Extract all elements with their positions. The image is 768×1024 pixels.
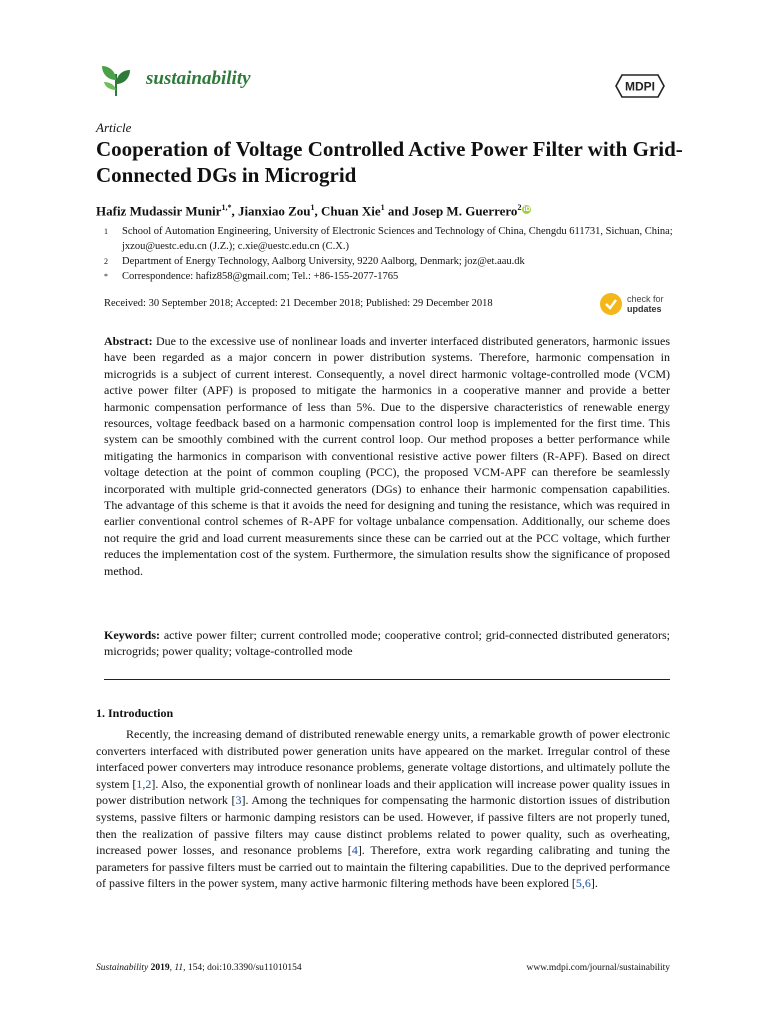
author-name: Hafiz Mudassir Munir: [96, 203, 222, 219]
abstract-label: Abstract:: [104, 334, 153, 348]
mdpi-logo: [612, 72, 668, 100]
keywords-label: Keywords:: [104, 628, 160, 642]
author-name: Jianxiao Zou: [237, 203, 311, 219]
author-separator: and: [384, 203, 413, 219]
author-affil-sup: 1: [310, 203, 315, 212]
checkmark-icon: [600, 293, 622, 315]
footer-volume: 11: [174, 963, 184, 973]
footer-year: 2019: [150, 963, 170, 973]
check-updates-line2: updates: [627, 304, 662, 314]
affiliation-text: School of Automation Engineering, University of Electronic Sciences and Technology of China, Chengdu 611731, Sichuan, China; jxzou@uestc.edu.cn (J.Z.); c.xie@uestc.edu.cn (C.X.): [122, 226, 673, 252]
check-updates-text: [627, 294, 664, 314]
publisher-name: MDPI: [625, 79, 655, 94]
citation-footer: Sustainability 2019, 11, 154; doi:10.3390/su11010154: [96, 963, 302, 973]
affiliation-text: Department of Energy Technology, Aalborg University, 9220 Aalborg, Denmark; joz@et.aau.dk: [122, 256, 525, 267]
paragraph-text: ].: [590, 876, 598, 891]
check-for-updates-badge[interactable]: [600, 291, 670, 319]
check-updates-line1: check for: [627, 294, 664, 304]
affiliation-list: [104, 224, 684, 284]
author-name: Josep M. Guerrero: [412, 203, 518, 219]
introduction-paragraph: [96, 726, 670, 892]
journal-leaf-logo: [96, 62, 136, 98]
affiliation-mark: *: [104, 272, 108, 281]
abstract-text: Due to the excessive use of nonlinear loads and inverter interfaced distributed generators, harmonic issues have been regarded as a major concern in power distribution systems. Therefore, harmonic compensation in microgrids is a subject of current interest. Consequently, a novel direct harmonic voltage-controlled mode (VCM) active power filter (APF) is proposed to mitigate the harmonics in a cooperative manner and provide a better harmonic compensation performance of less than 5%. Due to the dispersive characteristics of renewable energy resources, voltage feedback based on a harmonic compensation control loop is implemented for the first time. This system can be smoothly combined with the current control loop. Our method proposes a better performance while mitigating the harmonics in comparison with conventional resistive active power filters (R-APF). Based on direct voltage detection at the point of common coupling (PCC), the proposed VCM-APF can therefore be seamlessly incorporated with multiple grid-connected generators (DGs) to enhance their harmonic compensation capabilities. The advantage of this scheme is that it avoids the need for designing and tuning the resistance, which was required in earlier conventional control schemes of R-APF for voltage unbalance compensation. Additionally, our scheme does not require the grid and load current measurements since these can be carried out at the PCC voltage, which further reduces the implementation cost of the system. Furthermore, the simulation results show the significance of proposed method.: [104, 334, 671, 578]
affiliation-item: [104, 224, 684, 254]
author-affil-sup: 1: [380, 203, 385, 212]
author-list: [96, 203, 696, 219]
affiliation-mark: 1: [104, 227, 108, 236]
article-type: Article: [96, 120, 132, 135]
author-affil-sup: 2: [517, 203, 522, 212]
affiliation-text: Correspondence: hafiz858@gmail.com; Tel.: +86-155-2077-1765: [122, 271, 399, 282]
citation-link[interactable]: 5,6: [575, 876, 591, 891]
paragraph-text: ]. Among the techniques for compensating the harmonic distortion issues of distribution systems, passive filters or harmonic damping resistors can be used. However, if passive filters are not properly tuned, then the realization of passive filters may cause distinct problems related to power quality, such as overheating, increased power losses, and resonance problems [: [96, 793, 670, 858]
section-divider: [104, 679, 670, 680]
journal-url[interactable]: www.mdpi.com/journal/sustainability: [526, 963, 670, 973]
footer-doi: , 154; doi:10.3390/su11010154: [183, 963, 302, 973]
paragraph-text: ]. Therefore, extra work regarding calibrating and tuning the parameters for passive filters must be carried out to maintain the filtering capabilities. Due to the deprived performance of passive filters in the power system, many active harmonic filtering methods have been explored [: [96, 843, 670, 891]
affiliation-mark: 2: [104, 257, 108, 266]
footer-journal: Sustainability: [96, 963, 149, 973]
section-heading: 1. Introduction: [96, 706, 174, 720]
author-name: Chuan Xie: [321, 203, 381, 219]
author-separator: ,: [231, 203, 238, 219]
affiliation-item: [104, 254, 684, 269]
author-affil-sup: 1,*: [221, 203, 232, 212]
paragraph-text: ]. Also, the exponential growth of nonlinear loads and their application will increase power quality issues in power distribution network [: [96, 776, 670, 808]
citation-link[interactable]: 4: [351, 843, 358, 858]
publication-dates: Received: 30 September 2018; Accepted: 21 December 2018; Published: 29 December 2018: [104, 298, 493, 309]
orcid-icon[interactable]: iD: [523, 206, 531, 214]
abstract: [104, 333, 670, 579]
affiliation-item: [104, 269, 684, 284]
article-title: Cooperation of Voltage Controlled Active Power Filter with Grid-Connected DGs in Microgrid: [96, 137, 683, 187]
citation-link[interactable]: 3: [235, 793, 242, 808]
paragraph-text: Recently, the increasing demand of distributed renewable energy units, a remarkable growth of power electronic converters interfaced with distributed power generation units have appeared on the market. Irregular control of these interfaced power converters may introduce resonance problems, generate voltage distortions, and ultimately pollute the system [: [96, 727, 670, 791]
keywords-text: active power filter; current controlled mode; cooperative control; grid-connected distributed generators; microgrids; power quality; voltage-controlled mode: [104, 628, 671, 659]
citation-link[interactable]: 1,2: [136, 776, 152, 791]
journal-name: sustainability: [146, 68, 251, 89]
keywords: [104, 627, 670, 660]
author-separator: ,: [314, 203, 322, 219]
